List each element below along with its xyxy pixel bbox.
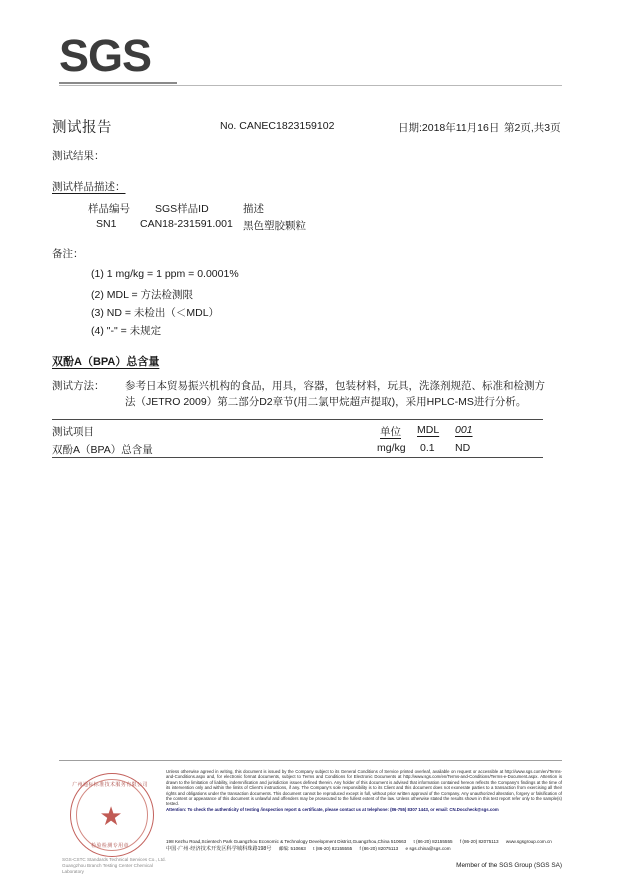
results-table-header-unit: 单位 bbox=[380, 426, 401, 438]
report-number: No. CANEC1823159102 bbox=[220, 120, 335, 132]
report-date: 日期:2018年11月16日 bbox=[398, 122, 500, 134]
results-table-bottom-rule bbox=[52, 457, 543, 458]
address-cn: 中国·广州·经济技术开发区科学城科珠路198号 bbox=[166, 846, 272, 852]
results-table-header-mdl: MDL bbox=[417, 424, 440, 436]
sample-description-label: 测试样品描述： bbox=[52, 181, 126, 193]
address-en-fax: f (86-20) 82075113 bbox=[459, 839, 499, 844]
footer-address bbox=[166, 838, 562, 853]
address-en: 198 Kezhu Road,Scientech Park Guangzhou Economic & Technology Development District,Guangzhou,China 510663 bbox=[166, 839, 407, 844]
sample-table-header-desc: 描述 bbox=[243, 203, 264, 215]
table-row-test-item: 双酚A（BPA）总含量 bbox=[52, 444, 153, 456]
attention-notice[interactable]: Attention: To check the authenticity of testing /inspection report & certificate, please contact us at telephone: (86-755) 8307 1443, or email: CN.Doccheck@sgs.com bbox=[166, 806, 499, 812]
table-row-sgs-id: CAN18-231591.001 bbox=[140, 218, 233, 230]
member-note: Member of the SGS Group (SGS SA) bbox=[456, 862, 562, 869]
legal-text: Unless otherwise agreed in writing, this document is issued by the Company subject to its General Conditions of Service printed overleaf, available on request or accessible at http://www.sgs.com/en/Terms-and-Conditions.aspx and, for electronic format documents, subject to Terms and Conditions for Electronic Documents at http://www.sgs.com/en/Terms-and-Conditions/Terms-e-Document.aspx. Attention is drawn to the limitation of liability, indemnification and jurisdiction issues defined therein. Any holder of this document is advised that information contained hereon reflects the Company's findings at the time of its intervention only and within the limits of Client's instructions, if any. The Company's sole responsibility is to its Client and this document does not exonerate parties to a transaction from exercising all their rights and obligations under the transaction documents. This document cannot be reproduced except in full, without prior written approval of the Company. Any unauthorized alteration, forgery or falsification of the content or appearance of this document is unlawful and offenders may be prosecuted to the fullest extent of the law. Unless otherwise stated the results shown in this test report refer only to the sample(s) tested. bbox=[166, 769, 562, 807]
results-label: 测试结果： bbox=[52, 150, 105, 162]
remark-item: (4) "-" = 未规定 bbox=[91, 325, 162, 337]
address-cn-zip: 邮编: 510663 bbox=[278, 846, 306, 851]
remark-item: (1) 1 mg/kg = 1 ppm = 0.0001% bbox=[91, 268, 239, 280]
table-row-result: ND bbox=[455, 442, 471, 454]
address-en-web[interactable]: www.sgsgroup.com.cn bbox=[505, 839, 552, 844]
address-cn-tel: t (86-20) 82155555 bbox=[313, 846, 353, 851]
star-icon: ★ bbox=[99, 801, 123, 831]
footer-divider bbox=[59, 760, 562, 761]
sample-table-header-sgsid: SGS样品ID bbox=[155, 203, 209, 215]
test-method-line: 参考日本贸易振兴机构的食品，用具，容器，包装材料，玩具，洗涤剂规范、标准和检测方 bbox=[125, 380, 545, 392]
stamp-arc-top-text: 广州通标标准技术服务有限公司 bbox=[72, 782, 148, 788]
address-cn-mail[interactable]: e sgs.china@sgs.com bbox=[405, 846, 451, 851]
test-method-label: 测试方法： bbox=[52, 380, 105, 392]
company-stamp bbox=[62, 769, 166, 874]
results-table-top-rule bbox=[52, 419, 543, 420]
stamp-caption: SGS-CSTC Standards Technical Services Co., Ltd. Guangzhou Branch Testing Center Chemical Laboratory bbox=[62, 857, 166, 874]
table-row-unit: mg/kg bbox=[377, 442, 406, 454]
sgs-logo-text: SGS bbox=[59, 30, 152, 81]
table-row-description: 黑色塑胶颗粒 bbox=[243, 220, 306, 232]
section-title-bpa: 双酚A（BPA）总含量 bbox=[52, 356, 160, 368]
page-indicator: 第2页,共3页 bbox=[504, 122, 561, 134]
table-row-mdl: 0.1 bbox=[420, 442, 435, 454]
results-table-header-item: 测试项目 bbox=[52, 426, 94, 438]
results-table-header-sample-no: 001 bbox=[455, 424, 473, 436]
remarks-label: 备注： bbox=[52, 248, 84, 260]
remark-item: (3) ND = 未检出（＜MDL） bbox=[91, 307, 220, 319]
table-row-sample-id: SN1 bbox=[96, 218, 117, 230]
sgs-logo bbox=[59, 30, 177, 84]
stamp-arc-bottom-text: 检验检测专用章 bbox=[91, 843, 129, 849]
header-divider bbox=[59, 85, 562, 86]
legal-notice bbox=[166, 769, 562, 812]
address-cn-fax: f (86-20) 82075113 bbox=[359, 846, 399, 851]
page-title: 测试报告 bbox=[52, 120, 112, 136]
address-en-tel: t (86-20) 82155555 bbox=[413, 839, 453, 844]
logo-underline bbox=[59, 82, 177, 84]
sample-table-header-id: 样品编号 bbox=[88, 203, 130, 215]
remark-item: (2) MDL = 方法检测限 bbox=[91, 289, 193, 301]
test-method-line: 法（JETRO 2009）第二部分D2章节(用二氯甲烷超声提取)，采用HPLC-MS进行分析。 bbox=[125, 396, 527, 408]
